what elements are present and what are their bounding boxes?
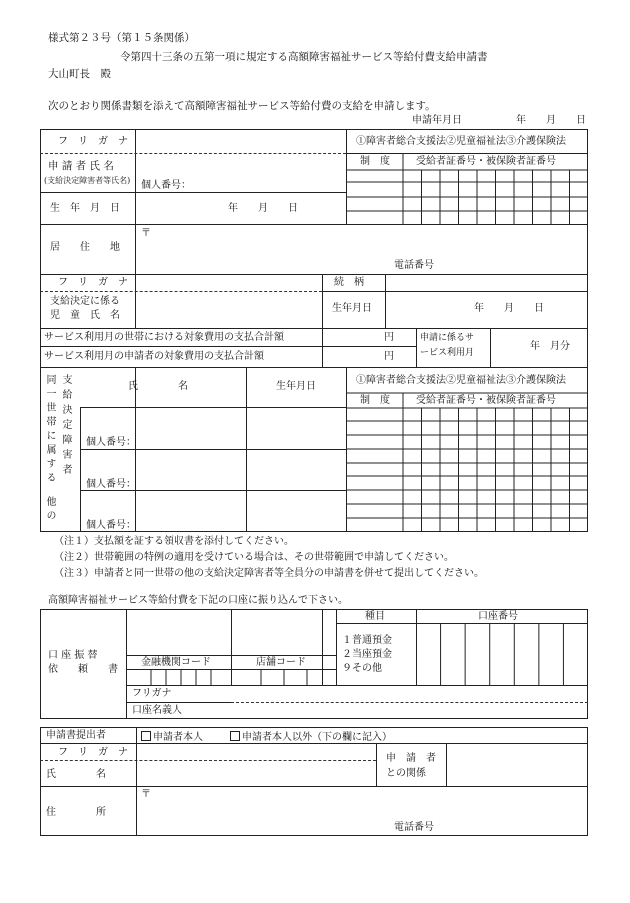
child-birth-blank: 年 月 日 (474, 303, 544, 314)
household-system-label: 制 度 (360, 395, 390, 406)
system-label: 制 度 (360, 156, 390, 167)
account-type-label: 種目 (365, 611, 385, 622)
address-postal: 〒 (141, 228, 151, 239)
service-month-label-2: ービス利用月 (420, 348, 475, 358)
service-month-blank: 年 月分 (530, 341, 570, 352)
holder-furigana-label: フリガナ (132, 688, 172, 699)
other-checkbox[interactable] (230, 731, 240, 741)
submitter-option-self[interactable] (141, 731, 203, 743)
branch-code-label: 店舗コード (256, 657, 306, 668)
submitter-name-label: 氏 名 (46, 769, 106, 780)
member-2-mynumber: 個人番号： (86, 479, 136, 490)
household-total-yen: 円 (384, 332, 394, 343)
form-number: 様式第２３号（第１５条関係） (48, 32, 195, 44)
birth-label: 生 年 月 日 (50, 203, 120, 214)
household-name-header: 氏 名 (128, 381, 188, 392)
submitter-relation-1: 申 請 者 (386, 753, 436, 764)
member-1-mynumber: 個人番号： (86, 437, 136, 448)
bank-label-2: 依 頼 書 (48, 664, 118, 675)
submitter-option-other[interactable] (230, 731, 392, 743)
household-birth-header: 生年月日 (276, 381, 316, 392)
note-1: （注１）支払額を証する領収書を添付してください。 (54, 536, 294, 547)
submitter-postal: 〒 (141, 789, 151, 800)
date-blank: 年 月 日 (516, 115, 586, 126)
applicant-name-label: 申 請 者 氏 名 (48, 160, 114, 172)
child-name-label-1: 支給決定に係る (50, 296, 120, 307)
submitter-furigana-label: フ リ ガ ナ (58, 747, 128, 758)
note-3: （注３）申請者と同一世帯の他の支給決定障害者等全員分の申請書を併せて提出してください。 (54, 568, 484, 579)
applicant-mynumber-label: 個人番号： (141, 180, 191, 191)
other-option-label: 申請者本人以外（下の欄に記入） (242, 732, 392, 743)
household-col-b: 支給決定障害者 (60, 374, 71, 479)
bank-intro: 高額障害福祉サービス等給付費を下記の口座に振り込んで下さい。 (48, 595, 348, 606)
date-label: 申請年月日 (412, 115, 462, 126)
address-phone: 電話番号 (394, 260, 434, 271)
self-option-label: 申請者本人 (153, 732, 203, 743)
note-2: （注２）世帯範囲の特例の適用を受けている場合は、その世帯範囲で申請してください。 (54, 552, 454, 563)
submitter-address-label: 住 所 (46, 807, 106, 818)
submitter-relation-2: との関係 (386, 768, 426, 779)
household-col-a: 同一世帯に属する (44, 374, 55, 486)
address-label: 居 住 地 (50, 242, 120, 253)
account-type-option-2: ２当座預金 (342, 649, 392, 660)
child-relation-label: 続 柄 (334, 277, 364, 288)
holder-name-label: 口座名義人 (132, 705, 182, 716)
form-title: 令第四十三条の五第一項に規定する高額障害福祉サービス等給付費支給申請書 (120, 51, 488, 63)
self-checkbox[interactable] (141, 731, 151, 741)
applicant-name-sub: (支給決定障害者等氏名) (44, 176, 131, 185)
birth-blank: 年 月 日 (228, 203, 298, 214)
addressee: 大山町長 殿 (48, 68, 111, 80)
member-3-mynumber: 個人番号： (86, 520, 136, 531)
applicant-total-label: サービス利用月の申請者の対象費用の支払合計額 (44, 351, 264, 362)
submitter-label: 申請書提出者 (46, 730, 106, 741)
account-type-option-1: １普通預金 (342, 635, 392, 646)
service-month-label-1: 申請に係るサ (420, 333, 475, 343)
household-col-c: 他の (44, 496, 55, 524)
account-type-option-3: ９その他 (342, 663, 382, 674)
child-furigana-label: フ リ ガ ナ (58, 277, 128, 288)
account-number-label: 口座番号 (478, 611, 518, 622)
applicant-law-label: ①障害者総合支援法②児童福祉法③介護保険法 (356, 136, 566, 147)
child-name-label-2: 児 童 氏 名 (50, 310, 120, 321)
intro-text: 次のとおり関係書類を添えて高額障害福祉サービス等給付費の支給を申請します。 (48, 100, 436, 112)
cert-label: 受給者証番号・被保険者証番号 (416, 156, 556, 167)
household-cert-label: 受給者証番号・被保険者証番号 (416, 395, 556, 406)
child-birth-label: 生年月日 (332, 303, 372, 314)
bank-label-1: 口 座 振 替 (48, 650, 98, 661)
applicant-total-yen: 円 (384, 351, 394, 362)
household-law-label: ①障害者総合支援法②児童福祉法③介護保険法 (356, 375, 566, 386)
household-total-label: サービス利用月の世帯における対象費用の支払合計額 (44, 332, 284, 343)
submitter-phone: 電話番号 (394, 822, 434, 833)
bank-code-label: 金融機関コード (141, 657, 211, 668)
applicant-furigana-label: フ リ ガ ナ (58, 136, 128, 147)
